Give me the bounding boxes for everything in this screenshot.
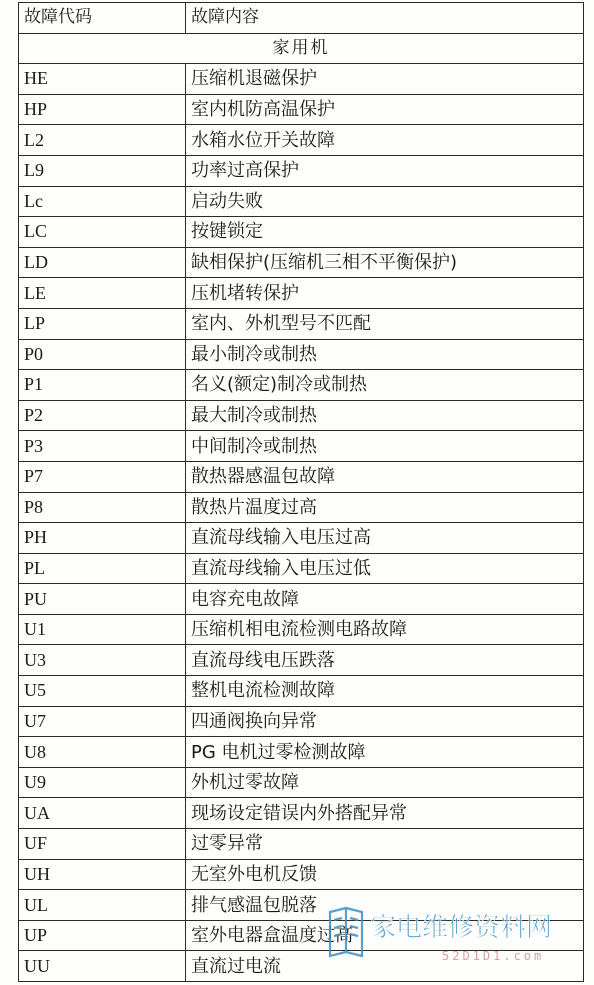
fault-code-cell: PL	[19, 553, 186, 584]
table-row	[19, 859, 584, 890]
fault-code-cell: U1	[19, 614, 186, 645]
fault-content-cell: 现场设定错误内外搭配异常	[186, 798, 584, 829]
section-row	[19, 33, 584, 64]
fault-content-cell: 名义(额定)制冷或制热	[186, 370, 584, 401]
fault-content-cell: 直流母线电压跌落	[186, 645, 584, 676]
fault-code-cell: U9	[19, 767, 186, 798]
fault-code-cell: Lc	[19, 186, 186, 217]
table-body	[19, 33, 584, 981]
table-row	[19, 186, 584, 217]
fault-content-cell: 直流母线输入电压过高	[186, 523, 584, 554]
table-row	[19, 400, 584, 431]
fault-content-cell: 直流母线输入电压过低	[186, 553, 584, 584]
table-row	[19, 584, 584, 615]
fault-code-cell: PH	[19, 523, 186, 554]
fault-content-cell: 整机电流检测故障	[186, 676, 584, 707]
fault-code-cell: LD	[19, 247, 186, 278]
fault-content-cell: 中间制冷或制热	[186, 431, 584, 462]
table-row	[19, 523, 584, 554]
fault-content-cell: 压缩机退磁保护	[186, 64, 584, 95]
fault-code-cell: U7	[19, 706, 186, 737]
table-row	[19, 737, 584, 768]
fault-code-cell: L9	[19, 155, 186, 186]
table-row	[19, 767, 584, 798]
fault-code-cell: P3	[19, 431, 186, 462]
fault-content-cell: 水箱水位开关故障	[186, 125, 584, 156]
fault-code-cell: LP	[19, 308, 186, 339]
table-row	[19, 676, 584, 707]
fault-content-cell: 启动失败	[186, 186, 584, 217]
fault-content-cell: 过零异常	[186, 829, 584, 860]
fault-code-cell: UF	[19, 829, 186, 860]
fault-code-cell: P0	[19, 339, 186, 370]
table-row	[19, 64, 584, 95]
fault-content-cell: 无室外电机反馈	[186, 859, 584, 890]
fault-content-cell: 最小制冷或制热	[186, 339, 584, 370]
table-header-row	[19, 3, 584, 34]
fault-content-cell: PG 电机过零检测故障	[186, 737, 584, 768]
table-row	[19, 553, 584, 584]
fault-content-cell: 外机过零故障	[186, 767, 584, 798]
table-row	[19, 339, 584, 370]
fault-code-cell: UP	[19, 920, 186, 951]
fault-code-cell: P2	[19, 400, 186, 431]
column-header-content: 故障内容	[186, 3, 584, 34]
fault-content-cell: 室外电器盒温度过高	[186, 920, 584, 951]
fault-content-cell: 散热片温度过高	[186, 492, 584, 523]
fault-content-cell: 缺相保护(压缩机三相不平衡保护)	[186, 247, 584, 278]
table-row	[19, 461, 584, 492]
fault-content-cell: 室内、外机型号不匹配	[186, 308, 584, 339]
fault-code-cell: HP	[19, 94, 186, 125]
fault-content-cell: 四通阀换向异常	[186, 706, 584, 737]
section-title: 家用机	[19, 33, 584, 64]
fault-content-cell: 散热器感温包故障	[186, 461, 584, 492]
fault-content-cell: 压缩机相电流检测电路故障	[186, 614, 584, 645]
table-row	[19, 706, 584, 737]
fault-content-cell: 排气感温包脱落	[186, 890, 584, 921]
fault-content-cell: 功率过高保护	[186, 155, 584, 186]
fault-content-cell: 压机堵转保护	[186, 278, 584, 309]
table-row	[19, 125, 584, 156]
column-header-code: 故障代码	[19, 3, 186, 34]
fault-content-cell: 按键锁定	[186, 217, 584, 248]
fault-code-cell: U8	[19, 737, 186, 768]
fault-content-cell: 最大制冷或制热	[186, 400, 584, 431]
table-row	[19, 217, 584, 248]
fault-code-cell: LE	[19, 278, 186, 309]
logo-title-text: 家电维修资料网	[370, 913, 553, 943]
fault-code-cell: PU	[19, 584, 186, 615]
fault-code-cell: U5	[19, 676, 186, 707]
fault-code-cell: UL	[19, 890, 186, 921]
fault-code-cell: U3	[19, 645, 186, 676]
fault-code-cell: UA	[19, 798, 186, 829]
fault-code-table	[18, 2, 584, 982]
table-row	[19, 920, 584, 951]
table-row	[19, 278, 584, 309]
fault-content-cell: 室内机防高温保护	[186, 94, 584, 125]
fault-code-cell: P7	[19, 461, 186, 492]
table-row	[19, 94, 584, 125]
table-row	[19, 951, 584, 982]
fault-code-cell: UH	[19, 859, 186, 890]
table-row	[19, 247, 584, 278]
table-row	[19, 370, 584, 401]
table-row	[19, 155, 584, 186]
fault-content-cell: 直流过电流	[186, 951, 584, 982]
table-row	[19, 431, 584, 462]
fault-code-cell: L2	[19, 125, 186, 156]
table-row	[19, 798, 584, 829]
logo-url-text: 52D1D1.com	[442, 949, 545, 963]
fault-code-cell: UU	[19, 951, 186, 982]
table-row	[19, 645, 584, 676]
table-row	[19, 614, 584, 645]
table-row	[19, 308, 584, 339]
table-row	[19, 492, 584, 523]
fault-code-cell: P1	[19, 370, 186, 401]
table-row	[19, 829, 584, 860]
fault-code-cell: P8	[19, 492, 186, 523]
fault-code-cell: LC	[19, 217, 186, 248]
table-row	[19, 890, 584, 921]
fault-code-cell: HE	[19, 64, 186, 95]
fault-content-cell: 电容充电故障	[186, 584, 584, 615]
